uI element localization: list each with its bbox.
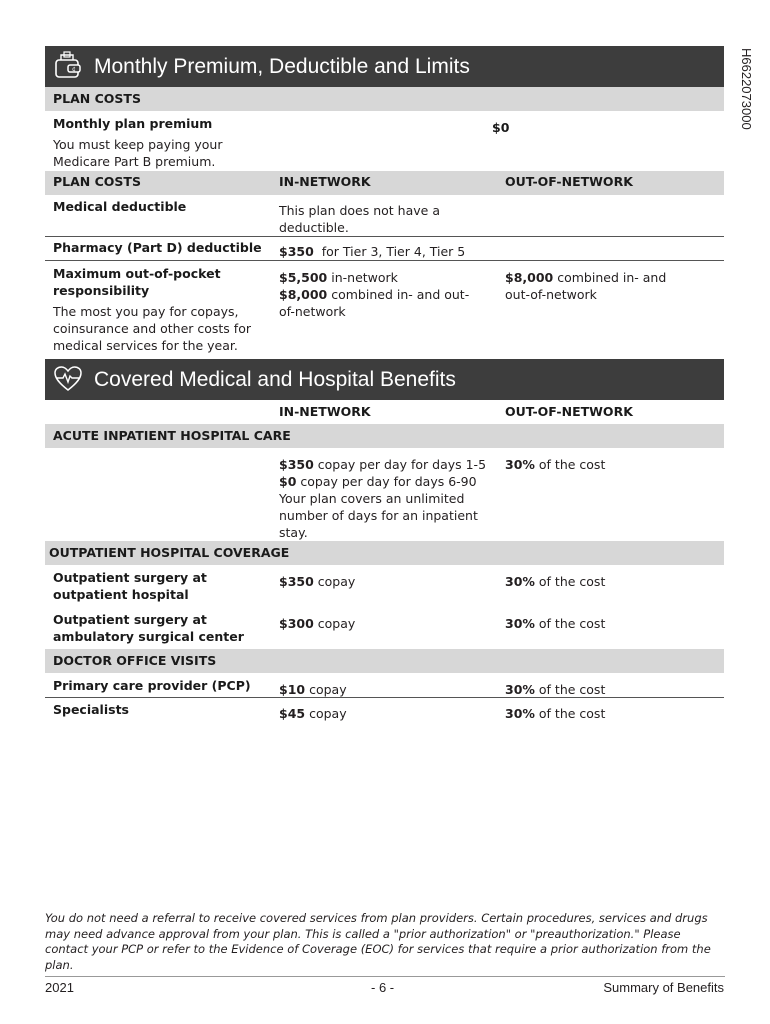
- heart-pulse-icon: [53, 365, 83, 397]
- pcp-label: Primary care provider (PCP): [53, 678, 251, 693]
- specialists-label: Specialists: [53, 702, 129, 717]
- op-asc-in: $300 copay: [279, 616, 356, 631]
- premium-value: $0: [492, 120, 510, 135]
- moop-note: The most you pay for copays, coinsurance and other costs for medical services for the year.: [53, 304, 251, 353]
- col-header-in-network: IN-NETWORK: [279, 404, 371, 419]
- svg-text:¢: ¢: [72, 66, 76, 73]
- specialists-out: 30% of the cost: [505, 706, 606, 721]
- section-title: Monthly Premium, Deductible and Limits: [94, 55, 470, 78]
- row-divider: [45, 236, 724, 237]
- op-hospital-in: $350 copay: [279, 574, 356, 589]
- outpatient-header: OUTPATIENT HOSPITAL COVERAGE: [49, 545, 290, 560]
- specialists-in: $45 copay: [279, 706, 347, 721]
- pcp-in: $10 copay: [279, 682, 347, 697]
- medical-deductible-in: This plan does not have a deductible.: [279, 203, 440, 235]
- col-header-out-network: OUT-OF-NETWORK: [505, 174, 633, 189]
- footer-year: 2021: [45, 980, 74, 995]
- referral-footnote: You do not need a referral to receive covered services from plan providers. Certain procedures, services and drugs may need advance approval from your plan. This is called a "prior authorization" or "preauthorization." Please contact your PCP or refer to the Evidence of Coverage (EOC) for services that require a prior authorization from the plan.: [45, 911, 711, 972]
- pharmacy-label: Pharmacy (Part D) deductible: [53, 240, 262, 255]
- moop-out: $8,000 combined in- and out-of-network: [505, 270, 667, 302]
- moop-label: Maximum out-of-pocket responsibility: [53, 266, 221, 298]
- acute-care-out: 30% of the cost: [505, 457, 606, 472]
- footer-divider: [45, 976, 725, 977]
- op-hospital-out: 30% of the cost: [505, 574, 606, 589]
- doctor-visits-header: DOCTOR OFFICE VISITS: [53, 653, 217, 668]
- row-divider: [45, 697, 724, 698]
- section-banner-premium: [45, 46, 724, 87]
- op-hospital-label: Outpatient surgery at outpatient hospital: [53, 570, 207, 602]
- section-banner-medical: [45, 359, 724, 400]
- moop-in: $5,500 in-network $8,000 combined in- and out-of-network: [279, 270, 470, 319]
- pcp-out: 30% of the cost: [505, 682, 606, 697]
- op-asc-out: 30% of the cost: [505, 616, 606, 631]
- op-asc-label: Outpatient surgery at ambulatory surgical center: [53, 612, 244, 644]
- col-header-in-network: IN-NETWORK: [279, 174, 371, 189]
- medical-deductible-label: Medical deductible: [53, 199, 187, 214]
- col-header-plan-costs: PLAN COSTS: [53, 174, 141, 189]
- wallet-icon: [53, 51, 83, 85]
- footer-doc-title: Summary of Benefits: [603, 980, 724, 995]
- pharmacy-in: $350 for Tier 3, Tier 4, Tier 5: [279, 244, 466, 259]
- page-number: - 6 -: [371, 980, 395, 995]
- plan-costs-row: [45, 87, 724, 111]
- plan-code: H6622073000: [739, 48, 754, 130]
- col-header-out-network: OUT-OF-NETWORK: [505, 404, 633, 419]
- acute-care-header: ACUTE INPATIENT HOSPITAL CARE: [53, 428, 291, 443]
- plan-costs-header: PLAN COSTS: [53, 91, 141, 106]
- row-divider: [45, 260, 724, 261]
- acute-care-in: $350 copay per day for days 1-5 $0 copay per day for days 6-90 Your plan covers an unlimited number of days for an inpatient stay.: [279, 457, 487, 540]
- section-title: Covered Medical and Hospital Benefits: [94, 368, 456, 391]
- premium-note: You must keep paying your Medicare Part B premium.: [53, 137, 223, 169]
- premium-label: Monthly plan premium: [53, 116, 213, 131]
